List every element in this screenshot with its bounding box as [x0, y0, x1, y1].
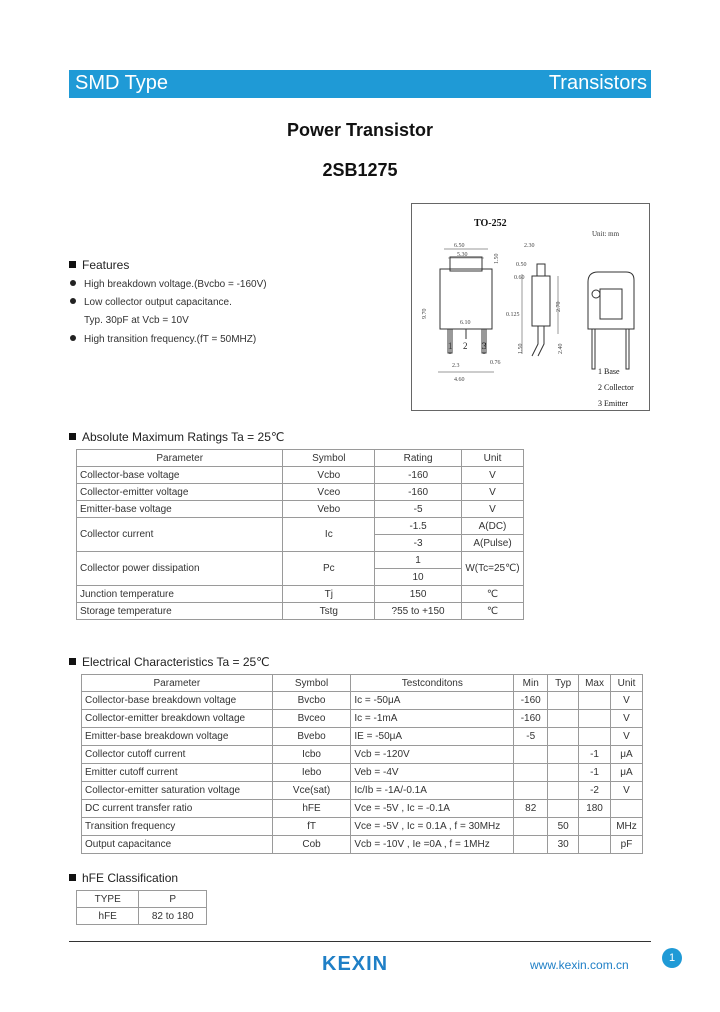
dim-label: 1.50 [494, 253, 500, 264]
cond-cell: Vcb = -10V , Ie =0A , f = 1MHz [351, 836, 514, 854]
min-cell: -5 [514, 728, 548, 746]
cond-cell: IE = -50μA [351, 728, 514, 746]
table-row [77, 552, 524, 569]
unit-cell: μA [611, 746, 643, 764]
param-cell: Junction temperature [77, 586, 283, 603]
symbol-cell: Vebo [283, 501, 375, 518]
cond-cell: Ic = -50μA [351, 692, 514, 710]
symbol-cell: Bvceo [272, 710, 351, 728]
param-cell: Collector-base breakdown voltage [82, 692, 273, 710]
header-banner [69, 70, 651, 98]
cond-cell: Veb = -4V [351, 764, 514, 782]
typ-cell [548, 782, 579, 800]
table-row [77, 603, 524, 620]
unit-cell: ℃ [461, 603, 523, 620]
table-header-row [77, 891, 207, 908]
hfe-table [76, 890, 207, 925]
elec-table-body [82, 692, 643, 854]
svg-text:2: 2 [463, 341, 468, 351]
symbol-cell: Vce(sat) [272, 782, 351, 800]
cond-cell: Ic = -1mA [351, 710, 514, 728]
min-cell [514, 818, 548, 836]
table-row [77, 518, 524, 535]
table-row [82, 746, 643, 764]
max-cell: -2 [579, 782, 611, 800]
table-row [82, 692, 643, 710]
typ-cell: 30 [548, 836, 579, 854]
typ-cell: 50 [548, 818, 579, 836]
max-cell [579, 818, 611, 836]
table-header-row [82, 675, 643, 692]
param-cell: Collector current [77, 518, 283, 552]
bullet-square-icon [69, 261, 76, 268]
unit-cell: MHz [611, 818, 643, 836]
unit-cell: A(DC) [461, 518, 523, 535]
features-heading: Features [69, 258, 129, 272]
table-row [77, 484, 524, 501]
table-row [82, 836, 643, 854]
pin-label: 2 Collector [598, 383, 634, 392]
unit-cell: ℃ [461, 586, 523, 603]
table-row [82, 710, 643, 728]
table-row [82, 818, 643, 836]
abs-max-heading: Absolute Maximum Ratings Ta = 25℃ [69, 430, 284, 444]
table-row [82, 728, 643, 746]
dim-label: 6.50 [454, 243, 465, 249]
param-cell: Collector cutoff current [82, 746, 273, 764]
unit-cell: V [461, 484, 523, 501]
dim-label: 0.125 [506, 312, 520, 318]
col-header: Symbol [272, 675, 351, 692]
elec-heading: Electrical Characteristics Ta = 25℃ [69, 655, 270, 669]
page-number-badge: 1 [662, 948, 682, 968]
max-cell [579, 836, 611, 854]
rating-cell: -5 [375, 501, 462, 518]
package-name-label: TO-252 [474, 218, 507, 229]
param-cell: Collector-emitter voltage [77, 484, 283, 501]
unit-cell: V [611, 692, 643, 710]
elec-table [81, 674, 643, 854]
table-row [82, 800, 643, 818]
unit-cell: μA [611, 764, 643, 782]
rating-cell: -160 [375, 484, 462, 501]
cond-cell: Vce = -5V , Ic = -0.1A [351, 800, 514, 818]
symbol-cell: Vcbo [283, 467, 375, 484]
bullet-square-icon [69, 874, 76, 881]
hfe-heading: hFE Classification [69, 871, 178, 885]
symbol-cell: Icbo [272, 746, 351, 764]
param-cell: Emitter-base breakdown voltage [82, 728, 273, 746]
typ-cell [548, 764, 579, 782]
table-row [77, 467, 524, 484]
hfe-range-cell: 82 to 180 [139, 908, 207, 925]
max-cell: -1 [579, 764, 611, 782]
unit-cell: pF [611, 836, 643, 854]
symbol-cell: fT [272, 818, 351, 836]
col-header: Unit [611, 675, 643, 692]
param-cell: Output capacitance [82, 836, 273, 854]
unit-cell [611, 800, 643, 818]
col-header: TYPE [77, 891, 139, 908]
param-cell: DC current transfer ratio [82, 800, 273, 818]
header-right-label: Transistors [548, 72, 647, 94]
svg-text:1: 1 [448, 341, 453, 351]
min-cell: -160 [514, 692, 548, 710]
dim-label: 9.70 [422, 308, 428, 319]
rating-cell: 10 [375, 569, 462, 586]
min-cell: -160 [514, 710, 548, 728]
rating-cell: 150 [375, 586, 462, 603]
kexin-logo: KEXIN [322, 953, 389, 975]
dim-label: 2.30 [524, 243, 535, 249]
col-header: Min [514, 675, 548, 692]
package-drawing [411, 203, 650, 411]
table-row [77, 908, 207, 925]
max-cell [579, 692, 611, 710]
cond-cell: Ic/Ib = -1A/-0.1A [351, 782, 514, 800]
symbol-cell: Bvebo [272, 728, 351, 746]
rating-cell: ?55 to +150 [375, 603, 462, 620]
max-cell: -1 [579, 746, 611, 764]
pin-label: 3 Emitter [598, 399, 628, 408]
dim-label: 0.76 [490, 360, 501, 366]
col-header: Parameter [77, 450, 283, 467]
symbol-cell: Cob [272, 836, 351, 854]
param-cell: Storage temperature [77, 603, 283, 620]
col-header: Rating [375, 450, 462, 467]
min-cell [514, 836, 548, 854]
feature-item: Typ. 30pF at Vcb = 10V [84, 315, 189, 326]
rating-cell: -1.5 [375, 518, 462, 535]
param-cell: Collector power dissipation [77, 552, 283, 586]
table-row [82, 782, 643, 800]
symbol-cell: Tstg [283, 603, 375, 620]
param-cell: Collector-emitter breakdown voltage [82, 710, 273, 728]
table-row [77, 586, 524, 603]
table-header-row [77, 450, 524, 467]
unit-cell: V [611, 782, 643, 800]
param-cell: Transition frequency [82, 818, 273, 836]
typ-cell [548, 710, 579, 728]
rating-cell: -3 [375, 535, 462, 552]
col-header: Max [579, 675, 611, 692]
min-cell [514, 746, 548, 764]
dim-label: 2.70 [556, 301, 562, 312]
dim-label: 2.40 [558, 343, 564, 354]
col-header: P [139, 891, 207, 908]
unit-cell: V [461, 467, 523, 484]
param-cell: Emitter cutoff current [82, 764, 273, 782]
param-cell: Emitter-base voltage [77, 501, 283, 518]
website-link[interactable]: www.kexin.com.cn [530, 958, 629, 972]
dim-label: 5.30 [457, 252, 468, 258]
abs-max-table [76, 449, 524, 620]
col-header: Typ [548, 675, 579, 692]
feature-item: Low collector output capacitance. [70, 297, 232, 308]
min-cell [514, 782, 548, 800]
pin-label: 1 Base [598, 367, 620, 376]
svg-text:3: 3 [482, 341, 487, 351]
min-cell: 82 [514, 800, 548, 818]
col-header: Unit [461, 450, 523, 467]
symbol-cell: Pc [283, 552, 375, 586]
cond-cell: Vce = -5V , Ic = 0.1A , f = 30MHz [351, 818, 514, 836]
rating-cell: 1 [375, 552, 462, 569]
dim-label: 4.60 [454, 377, 465, 383]
symbol-cell: Bvcbo [272, 692, 351, 710]
dim-label: 2.3 [452, 363, 460, 369]
bullet-dot-icon [70, 335, 76, 341]
feature-item: High transition frequency.(fT = 50MHZ) [70, 334, 256, 345]
table-row [77, 501, 524, 518]
unit-cell: A(Pulse) [461, 535, 523, 552]
min-cell [514, 764, 548, 782]
typ-cell [548, 746, 579, 764]
footer-divider [69, 941, 651, 942]
symbol-cell: Ic [283, 518, 375, 552]
header-left-label: SMD Type [75, 72, 168, 94]
package-outline-svg [412, 204, 649, 410]
symbol-cell: Iebo [272, 764, 351, 782]
param-cell: Collector-emitter saturation voltage [82, 782, 273, 800]
feature-item: High breakdown voltage.(Bvcbo = -160V) [70, 279, 267, 290]
typ-cell [548, 728, 579, 746]
hfe-label-cell: hFE [77, 908, 139, 925]
symbol-cell: Tj [283, 586, 375, 603]
dim-label: 0.50 [516, 262, 527, 268]
cond-cell: Vcb = -120V [351, 746, 514, 764]
col-header: Parameter [82, 675, 273, 692]
col-header: Testconditons [351, 675, 514, 692]
dim-label: 1.50 [518, 343, 524, 354]
unit-cell: V [461, 501, 523, 518]
max-cell: 180 [579, 800, 611, 818]
symbol-cell: Vceo [283, 484, 375, 501]
unit-cell: W(Tc=25℃) [461, 552, 523, 586]
bullet-dot-icon [70, 280, 76, 286]
dim-label: 0.60 [514, 275, 525, 281]
typ-cell [548, 800, 579, 818]
bullet-square-icon [69, 433, 76, 440]
document-title: Power Transistor [286, 120, 434, 140]
package-unit-label: Unit: mm [592, 230, 620, 238]
unit-cell: V [611, 728, 643, 746]
symbol-cell: hFE [272, 800, 351, 818]
max-cell [579, 728, 611, 746]
table-row [82, 764, 643, 782]
col-header: Symbol [283, 450, 375, 467]
dim-label: 6.10 [460, 320, 471, 326]
max-cell [579, 710, 611, 728]
typ-cell [548, 692, 579, 710]
unit-cell: V [611, 710, 643, 728]
bullet-square-icon [69, 658, 76, 665]
rating-cell: -160 [375, 467, 462, 484]
bullet-dot-icon [70, 298, 76, 304]
param-cell: Collector-base voltage [77, 467, 283, 484]
part-number: 2SB1275 [322, 160, 398, 180]
